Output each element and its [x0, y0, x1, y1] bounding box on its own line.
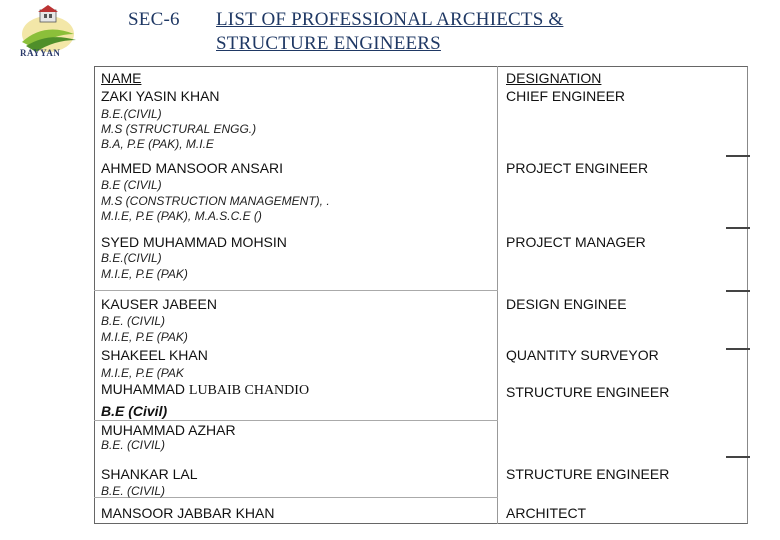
staff-qualification: B.E (Civil): [101, 403, 168, 419]
staff-qualification: M.I.E, P.E (PAK), M.A.S.C.E (): [101, 209, 262, 223]
row-divider: [94, 290, 498, 291]
staff-designation: STRUCTURE ENGINEER: [506, 466, 670, 482]
title-line-1: LIST OF PROFESSIONAL ARCHIECTS &: [216, 9, 564, 30]
staff-designation: ARCHITECT: [506, 505, 587, 521]
staff-designation: STRUCTURE ENGINEER: [506, 384, 670, 400]
row-divider: [726, 290, 750, 292]
staff-name: SYED MUHAMMAD MOHSIN: [101, 234, 287, 250]
staff-qualification: B.E. (CIVIL): [101, 314, 166, 328]
staff-designation: PROJECT ENGINEER: [506, 160, 649, 176]
staff-qualification: M.S (CONSTRUCTION MANAGEMENT), .: [101, 194, 330, 208]
staff-name: MUHAMMAD AZHAR: [101, 422, 236, 438]
name-column-header: NAME: [101, 70, 142, 86]
staff-qualification: B.E. (CIVIL): [101, 484, 166, 498]
staff-qualification: B.E.(CIVIL): [101, 107, 162, 121]
staff-name: [101, 381, 309, 399]
designation-column-header: DESIGNATION: [506, 70, 602, 86]
staff-qualification: B.A, P.E (PAK), M.I.E: [101, 137, 214, 151]
section-label: SEC-6: [128, 9, 180, 30]
staff-qualification: M.I.E, P.E (PAK: [101, 366, 184, 380]
staff-designation: PROJECT MANAGER: [506, 234, 646, 250]
staff-qualification: B.E (CIVIL): [101, 178, 162, 192]
staff-name-part: LUBAIB CHANDIO: [188, 383, 310, 398]
staff-qualification: M.I.E, P.E (PAK): [101, 330, 188, 344]
row-divider: [726, 348, 750, 350]
logo-text: RAYYAN: [20, 48, 61, 58]
column-divider: [497, 66, 498, 524]
staff-qualification: B.E.(CIVIL): [101, 251, 162, 265]
staff-name: SHAKEEL KHAN: [101, 347, 208, 363]
row-divider: [94, 420, 498, 421]
staff-designation: DESIGN ENGINEE: [506, 296, 627, 312]
staff-designation: QUANTITY SURVEYOR: [506, 347, 659, 363]
staff-name: KAUSER JABEEN: [101, 296, 217, 312]
staff-qualification: M.I.E, P.E (PAK): [101, 267, 188, 281]
staff-qualification: M.S (STRUCTURAL ENGG.): [101, 122, 257, 136]
staff-designation: CHIEF ENGINEER: [506, 88, 626, 104]
row-divider: [726, 456, 750, 458]
staff-qualification: B.E. (CIVIL): [101, 438, 166, 452]
staff-name-part: MUHAMMAD: [101, 381, 189, 397]
row-divider: [726, 155, 750, 157]
row-divider: [726, 227, 750, 229]
staff-name: MANSOOR JABBAR KHAN: [101, 505, 275, 521]
staff-name: AHMED MANSOOR ANSARI: [101, 160, 284, 176]
staff-name: SHANKAR LAL: [101, 466, 198, 482]
title-line-2: STRUCTURE ENGINEERS: [216, 33, 441, 54]
staff-name: ZAKI YASIN KHAN: [101, 88, 220, 104]
